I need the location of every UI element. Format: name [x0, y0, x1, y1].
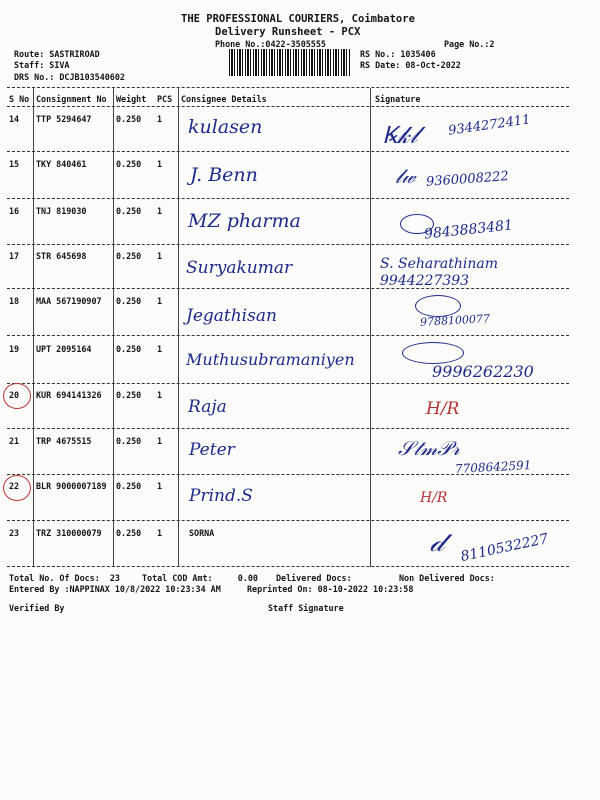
- page-number: Page No.:2: [444, 39, 495, 49]
- staff-label: Staff: SIVA: [14, 60, 70, 70]
- barcode-image: [229, 49, 351, 76]
- row-signature-phone: 9843883481: [423, 217, 514, 243]
- col-consignee: Consignee Details: [181, 94, 267, 104]
- column-line: [370, 88, 371, 567]
- phone-number: Phone No.:0422-3505555: [215, 39, 326, 49]
- row-consignee-handwritten: kulasen: [188, 116, 263, 138]
- row-divider: [7, 383, 569, 384]
- row-weight: 0.250: [116, 390, 142, 400]
- row-pcs: 1: [157, 114, 163, 124]
- col-signature: Signature: [375, 94, 421, 104]
- row-pcs: 1: [157, 206, 163, 216]
- col-weight: Weight: [116, 94, 147, 104]
- row-signature-phone: 9788100077: [419, 312, 491, 329]
- row-pcs: 1: [157, 528, 163, 538]
- row-consignee-handwritten: Jegathisan: [186, 306, 277, 326]
- row-signature-phone: 8110532227: [459, 530, 550, 566]
- reprinted-on: Reprinted On: 08-10-2022 10:23:58: [247, 584, 414, 594]
- signature-scribble: Ꝃ𝓀𝓁: [382, 121, 418, 149]
- row-weight: 0.250: [116, 344, 142, 354]
- row-consignment: TRZ 310000079: [36, 528, 102, 538]
- signature-scribble: 𝒮𝓉𝓂𝒫𝓇: [398, 436, 461, 460]
- row-signature-phone: 9344272411: [447, 112, 532, 139]
- row-sno: 18: [9, 296, 20, 306]
- entered-by: Entered By :NAPPINAX 10/8/2022 10:23:34 AM: [9, 584, 221, 594]
- row-pcs: 1: [157, 344, 163, 354]
- col-sno: S No: [9, 94, 30, 104]
- row-consignee-handwritten: MZ pharma: [188, 210, 301, 232]
- row-sno: 22: [9, 481, 20, 491]
- row-sno: 16: [9, 206, 20, 216]
- column-line: [113, 88, 114, 567]
- row-weight: 0.250: [116, 296, 142, 306]
- row-divider: [7, 151, 569, 152]
- row-signature-note: H/R: [426, 399, 460, 419]
- row-consignee-handwritten: J. Benn: [190, 164, 258, 186]
- row-divider: [7, 198, 569, 199]
- col-pcs: PCS: [157, 94, 173, 104]
- row-signature-phone: 7708642591: [454, 458, 532, 476]
- row-sno: 19: [9, 344, 20, 354]
- drs-number: DRS No.: DCJB103540602: [14, 72, 125, 82]
- total-docs: Total No. Of Docs: 23: [9, 573, 120, 583]
- header-divider: [7, 87, 569, 88]
- row-consignment: BLR 9000007189: [36, 481, 107, 491]
- row-consignment: KUR 694141326: [36, 390, 102, 400]
- row-pcs: 1: [157, 296, 163, 306]
- row-sno: 14: [9, 114, 20, 124]
- row-sno: 17: [9, 251, 20, 261]
- row-consignee-handwritten: Raja: [188, 397, 227, 417]
- columns-divider: [7, 106, 569, 107]
- row-consignment: UPT 2095164: [36, 344, 92, 354]
- company-title: THE PROFESSIONAL COURIERS, Coimbatore: [181, 13, 415, 25]
- row-consignment: STR 645698: [36, 251, 87, 261]
- row-consignee-handwritten: Muthusubramaniyen: [186, 350, 355, 369]
- row-divider: [7, 335, 569, 336]
- row-signature-phone: 9996262230: [432, 362, 534, 381]
- row-pcs: 1: [157, 251, 163, 261]
- row-divider: [7, 288, 569, 289]
- route-label: Route: SASTRIROAD: [14, 49, 100, 59]
- runsheet-title: Delivery Runsheet - PCX: [215, 26, 361, 38]
- row-sno: 15: [9, 159, 20, 169]
- row-consignee-handwritten: Peter: [189, 440, 235, 460]
- signature-scribble: 𝓁𝓌: [395, 164, 416, 188]
- row-signature-phone: S. Seharathinam 9944227393: [380, 256, 499, 289]
- rs-number: RS No.: 1035406: [360, 49, 436, 59]
- delivered-docs: Delivered Docs:: [276, 573, 352, 583]
- rs-date: RS Date: 08-Oct-2022: [360, 60, 461, 70]
- column-line: [178, 88, 179, 567]
- row-weight: 0.250: [116, 206, 142, 216]
- row-consignee-handwritten: Prind.S: [189, 486, 253, 506]
- row-consignment: TKY 840461: [36, 159, 87, 169]
- row-pcs: 1: [157, 481, 163, 491]
- row-consignment: TTP 5294647: [36, 114, 92, 124]
- row-divider: [7, 474, 569, 475]
- row-signature-phone: 9360008222: [425, 169, 510, 190]
- row-weight: 0.250: [116, 481, 142, 491]
- col-consignment: Consignment No: [36, 94, 107, 104]
- total-cod: Total COD Amt: 0.00: [142, 573, 258, 583]
- signature-stamp: [402, 342, 464, 364]
- signature-scribble: 𝒹: [430, 525, 445, 558]
- staff-signature: Staff Signature: [268, 603, 344, 613]
- row-divider: [7, 244, 569, 245]
- row-consignment: TNJ 819030: [36, 206, 87, 216]
- row-consignment: TRP 4675515: [36, 436, 92, 446]
- non-delivered-docs: Non Delivered Docs:: [399, 573, 495, 583]
- row-sno: 20: [9, 390, 20, 400]
- row-pcs: 1: [157, 159, 163, 169]
- column-line: [33, 88, 34, 567]
- row-weight: 0.250: [116, 436, 142, 446]
- row-weight: 0.250: [116, 159, 142, 169]
- row-consignee: SORNA: [189, 528, 215, 538]
- row-pcs: 1: [157, 390, 163, 400]
- row-weight: 0.250: [116, 528, 142, 538]
- row-sno: 23: [9, 528, 20, 538]
- row-divider: [7, 428, 569, 429]
- row-weight: 0.250: [116, 251, 142, 261]
- row-signature-note: H/R: [420, 490, 448, 506]
- footer-divider: [7, 566, 569, 567]
- row-sno: 21: [9, 436, 20, 446]
- row-divider: [7, 520, 569, 521]
- row-consignee-handwritten: Suryakumar: [186, 258, 293, 278]
- row-weight: 0.250: [116, 114, 142, 124]
- verified-by: Verified By: [9, 603, 65, 613]
- row-consignment: MAA 567190907: [36, 296, 102, 306]
- row-pcs: 1: [157, 436, 163, 446]
